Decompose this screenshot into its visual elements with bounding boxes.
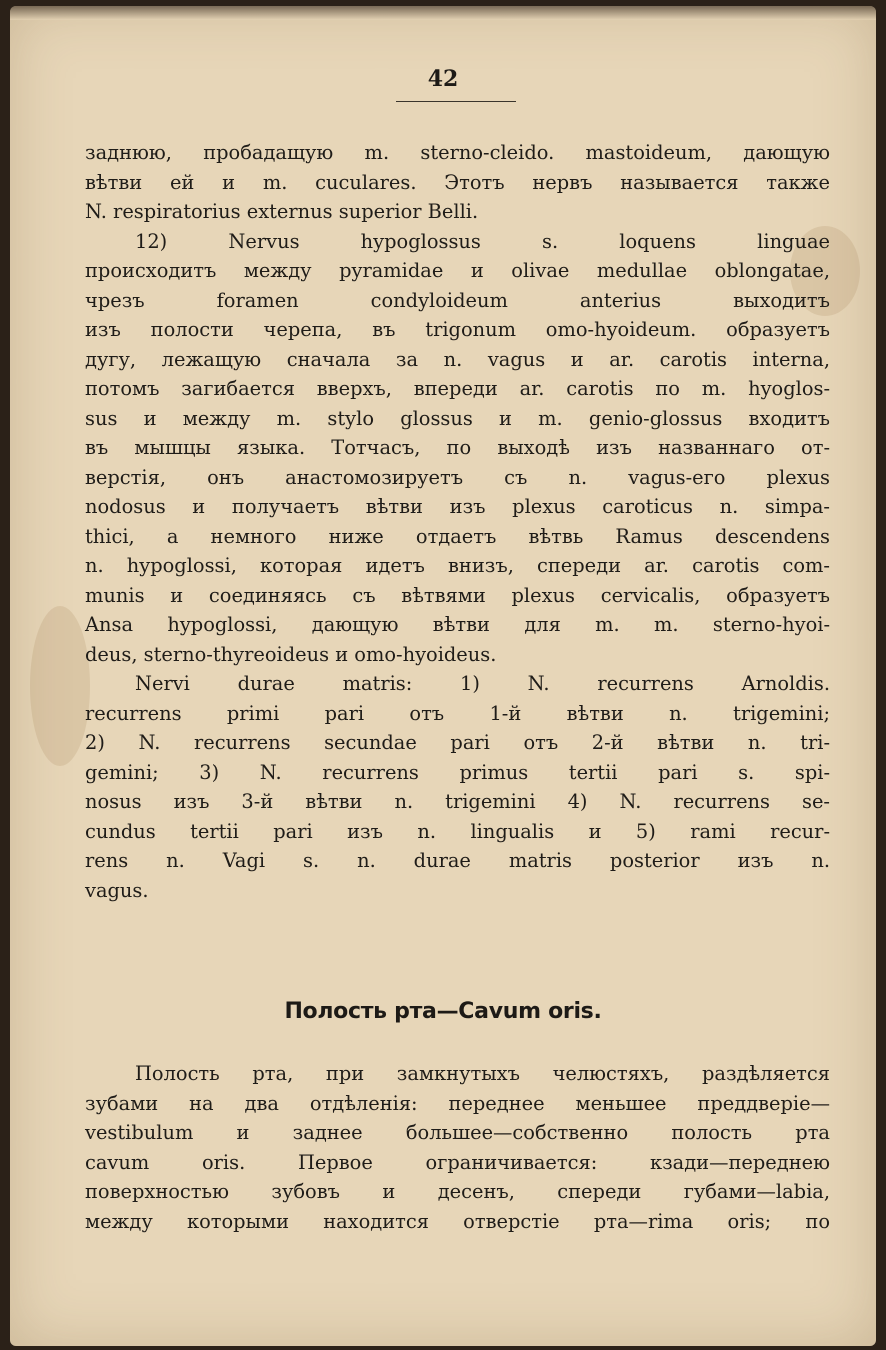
text-line: заднюю, пробадащую m. sterno-cleido. mastoideum, дающую (85, 141, 830, 164)
text-line: nosus изъ 3-й вѣтви n. trigemini 4) N. recurrens se- (85, 790, 830, 813)
section-heading: Полость рта—Cavum oris. (284, 999, 602, 1024)
text-line: потомъ загибается вверхъ, впереди ar. carotis по m. hyoglos- (85, 377, 830, 400)
text-line: thici, а немного ниже отдаетъ вѣтвь Ramus descendens (85, 524, 830, 548)
text-line: между которыми находится отверстіе рта—rima oris; по (85, 1209, 830, 1233)
text-line: 12) Nervus hypoglossus s. loquens linguae (135, 229, 830, 253)
text-line: gemini; 3) N. recurrens primus tertii pari s. spi- (85, 760, 830, 784)
text-line: Полость рта, при замкнутыхъ челюстяхъ, раздѣляется (135, 1062, 830, 1085)
text-line: дугу, лежащую сначала за n. vagus и ar. carotis interna, (85, 347, 830, 371)
paragraph-nerves (85, 138, 830, 905)
text-line: поверхностью зубовъ и десенъ, спереди губами—labia, (85, 1180, 830, 1203)
text-line: nodosus и получаетъ вѣтви изъ plexus caroticus n. simpa- (85, 495, 830, 518)
text-line: происходитъ между pyramidae и olivae medullae oblongatae, (85, 259, 830, 282)
text-line: munis и соединяясь съ вѣтвями plexus cervicalis, образуетъ (85, 583, 830, 607)
text-line: N. respiratorius externus superior Belli. (85, 200, 479, 223)
paragraph-cavum-oris (85, 1059, 830, 1236)
paper-stain (30, 606, 90, 766)
text-line: 2) N. recurrens secundae pari отъ 2-й вѣтви n. tri- (85, 731, 830, 754)
text-line: зубами на два отдѣленія: переднее меньшее преддверіе— (85, 1091, 830, 1115)
text-line: cavum oris. Первое ограничивается: кзади—переднею (85, 1150, 830, 1174)
text-line: изъ полости черепа, въ trigonum omo-hyoideum. образуетъ (85, 318, 830, 341)
book-page (10, 6, 876, 1346)
text-line: въ мышцы языка. Тотчасъ, по выходѣ изъ названнаго от- (85, 436, 830, 459)
text-line: чрезъ foramen condyloideum anterius выходитъ (85, 288, 830, 312)
page-top-edge (10, 6, 876, 20)
text-line: sus и между m. stylo glossus и m. genio-glossus входитъ (85, 406, 830, 430)
text-line: deus, sterno-thyreoideus и omo-hyoideus. (85, 642, 497, 666)
page-number: 42 (427, 66, 459, 92)
text-line: вѣтви ей и m. cuculares. Этотъ нервъ называется также (85, 170, 830, 194)
text-line: rens n. Vagi s. n. durae matris posterior изъ n. (85, 849, 830, 872)
text-line: n. hypoglossi, которая идетъ внизъ, спереди ar. carotis com- (85, 554, 830, 577)
text-line: верстія, онъ анастомозируетъ съ n. vagus-его plexus (85, 465, 830, 489)
text-line: Nervi durae matris: 1) N. recurrens Arnoldis. (135, 672, 830, 695)
text-line: recurrens primi pari отъ 1-й вѣтви n. trigemini; (85, 701, 830, 725)
text-line: vagus. (85, 878, 149, 902)
text-line: vestibulum и заднее большее—собственно полость рта (85, 1121, 830, 1144)
text-line: cundus tertii pari изъ n. lingualis и 5) rami recur- (85, 819, 830, 843)
text-line: Ansa hypoglossi, дающую вѣтви для m. m. sterno-hyoi- (85, 613, 830, 636)
page-number-rule (396, 101, 516, 102)
